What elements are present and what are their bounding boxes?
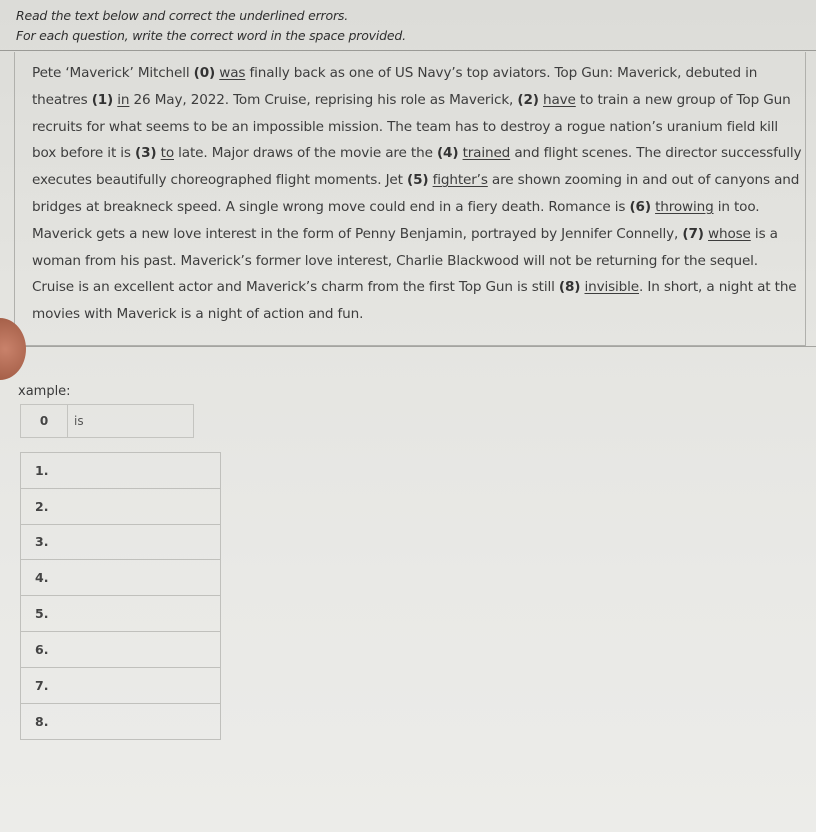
underlined-error: invisible <box>584 279 639 296</box>
answer-number: 7. <box>35 677 49 693</box>
passage-segment: . In short, a night at the movies with Maverick is a night of action and fun. <box>32 279 797 323</box>
question-number: (7) <box>682 225 704 242</box>
example-answer: is <box>74 414 84 428</box>
underlined-error: whose <box>708 225 751 242</box>
passage-segment: late. Major draws of the movie are the <box>174 145 437 162</box>
passage-segment: finally back as one of US Navy’s top aviators. Top Gun: Maverick, debuted in theatres <box>32 65 758 108</box>
question-number: (4) <box>436 145 459 162</box>
underlined-error: in <box>117 91 130 108</box>
underlined-error: to <box>160 145 174 162</box>
answer-row[interactable] <box>21 596 220 632</box>
passage-segment: are shown zooming in and out of canyons and bridges at breakneck speed. A single wrong move could end in a fiery death. Romance is <box>32 172 800 215</box>
answer-number: 3. <box>35 534 49 550</box>
underlined-error: throwing <box>655 198 714 215</box>
question-number: (6) <box>629 198 651 215</box>
question-number: (1) <box>91 91 114 108</box>
answer-row[interactable] <box>21 632 220 668</box>
instruction-line-1: Read the text below and correct the underlined errors. <box>16 8 348 23</box>
answer-row[interactable] <box>21 489 220 525</box>
passage-segment: is a woman from his past. Maverick’s former love interest, Charlie Blackwood will not be returning for the sequel. Cruise is an excellent actor and Maverick’s charm from the first Top Gun is still <box>32 225 778 296</box>
top-divider <box>0 50 816 51</box>
passage-segment: in too. Maverick gets a new love interest in the form of Penny Benjamin, portrayed by Jennifer Connelly, <box>32 198 760 242</box>
passage-segment: 26 May, 2022. Tom Cruise, reprising his role as Maverick, <box>129 91 518 108</box>
answer-number: 5. <box>35 606 49 622</box>
example-label: xample: <box>18 384 71 399</box>
underlined-error: fighter’s <box>432 172 488 189</box>
answer-row[interactable] <box>21 525 220 561</box>
question-number: (5) <box>407 172 429 189</box>
answer-number: 6. <box>35 641 49 657</box>
answer-row[interactable] <box>21 704 220 740</box>
passage-segment: and flight scenes. The director successfully executes beautifully choreographed flight moments. Jet <box>32 145 802 189</box>
question-number: (2) <box>517 91 539 108</box>
answer-row[interactable] <box>21 453 220 489</box>
answer-number: 4. <box>35 570 49 586</box>
passage-segment: Pete ‘Maverick’ Mitchell <box>32 65 194 81</box>
example-box <box>20 404 194 438</box>
question-number: (0) <box>193 65 216 81</box>
answer-number: 2. <box>35 498 49 514</box>
bottom-divider <box>0 346 816 347</box>
example-number: 0 <box>21 405 68 437</box>
answer-row[interactable] <box>21 560 220 596</box>
underlined-error: trained <box>462 145 511 162</box>
underlined-error: was <box>219 65 246 81</box>
answer-number: 8. <box>35 713 49 729</box>
underlined-error: have <box>543 91 576 108</box>
answer-number: 1. <box>35 462 49 478</box>
instruction-line-2: For each question, write the correct word in the space provided. <box>16 28 406 43</box>
passage-text <box>32 60 804 328</box>
question-number: (8) <box>558 279 581 296</box>
question-number: (3) <box>135 145 157 162</box>
answer-table <box>20 452 221 740</box>
passage-segment: to train a new group of Top Gun recruits for what seems to be an impossible mission. The team has to destroy a rogue nation’s uranium field kill box before it is <box>32 91 791 162</box>
answer-row[interactable] <box>21 668 220 704</box>
